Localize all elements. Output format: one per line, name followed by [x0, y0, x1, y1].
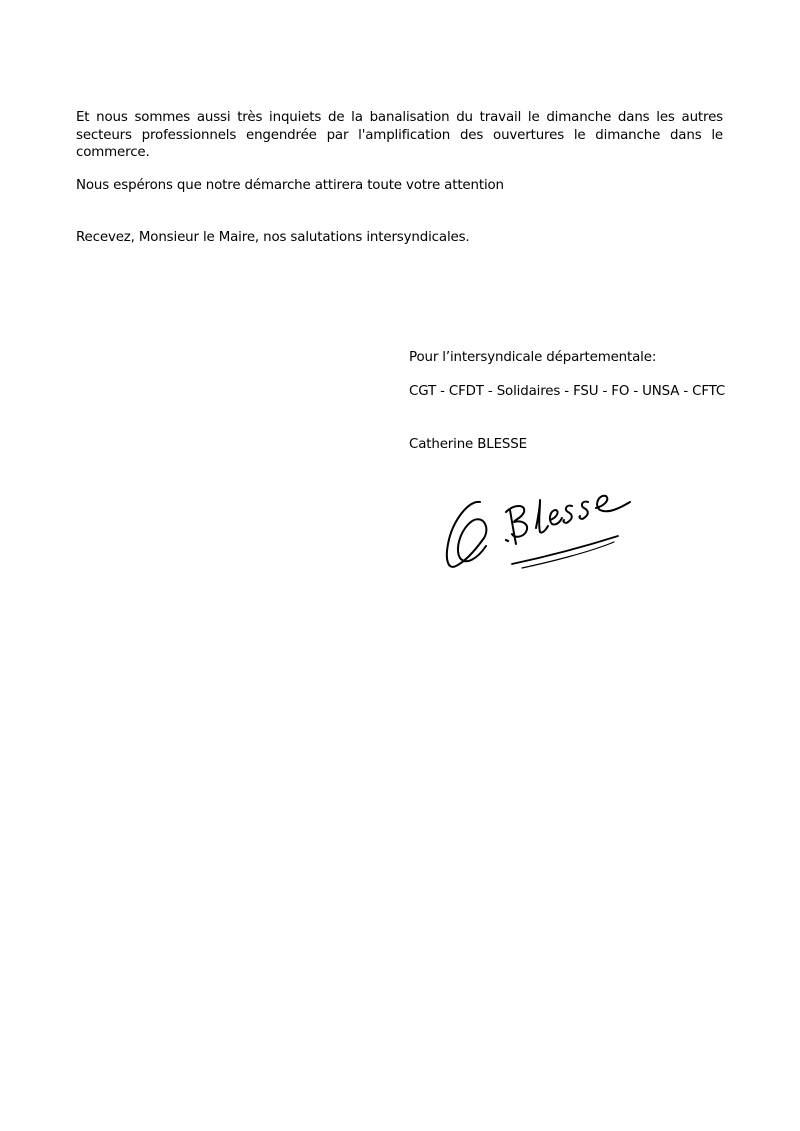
- closing-salutation: Recevez, Monsieur le Maire, nos salutations intersyndicales.: [76, 230, 470, 245]
- paragraph-hope: Nous espérons que notre démarche attirera toute votre attention: [76, 178, 504, 193]
- paragraph-concern: Et nous sommes aussi très inquiets de la banalisation du travail le dimanche dans les autres secteurs professionnels engendrée par l'amplification des ouvertures le dimanche dans le commerce.: [76, 110, 723, 160]
- signature-intro: Pour l’intersyndicale départementale:: [409, 350, 657, 365]
- handwritten-signature: [440, 472, 645, 577]
- signatory-name: Catherine BLESSE: [409, 437, 527, 452]
- union-list: CGT - CFDT - Solidaires - FSU - FO - UNSA - CFTC: [409, 384, 726, 399]
